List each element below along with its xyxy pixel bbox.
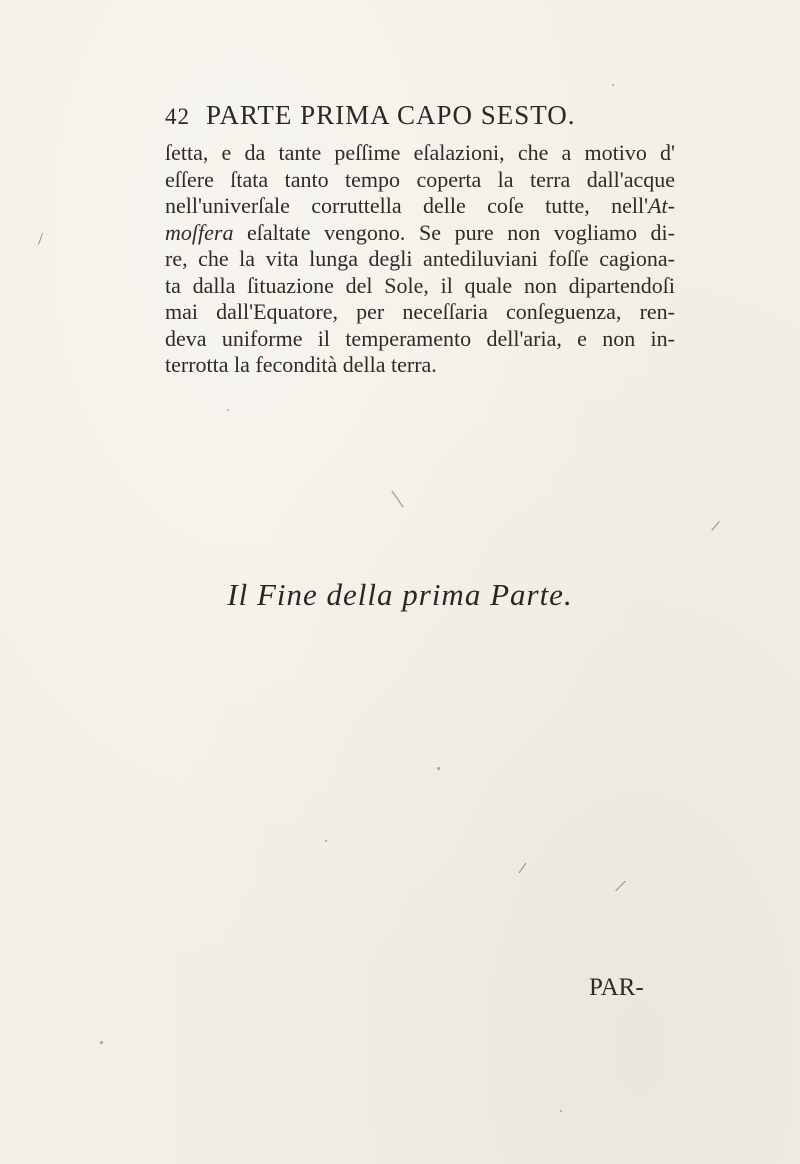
paper-speck — [437, 767, 440, 770]
page-number: 42 — [165, 104, 190, 129]
paper-speck — [560, 1110, 562, 1112]
text-line: nell'univerſale corruttella delle coſe tutte, nell'At- — [165, 193, 675, 218]
paper-mark — [391, 491, 403, 508]
italic-word: At- — [648, 193, 675, 218]
text-line: eſſere ſtata tanto tempo coperta la terra dall'acque — [165, 166, 675, 192]
paper-mark — [615, 881, 626, 892]
text-line: terrotta la fecondità della terra. — [165, 352, 437, 377]
text-line: ta dalla ſituazione del Sole, il quale non dipartendoſi — [165, 272, 675, 298]
catchword: PAR- — [589, 974, 644, 1001]
running-title: PARTE PRIMA CAPO SESTO. — [206, 100, 576, 130]
paper-speck — [612, 84, 614, 86]
text-line: ſetta, e da tante peſſime eſalazioni, che a motivo d' — [165, 140, 675, 165]
paper-speck — [227, 409, 229, 411]
text-line: moſfera eſaltate vengono. Se pure non vogliamo di- — [165, 219, 675, 245]
paper-speck — [325, 840, 327, 842]
text-line: deva uniforme il temperamento dell'aria, e non in- — [165, 325, 675, 351]
paper-speck — [100, 1041, 103, 1044]
paper-mark — [38, 233, 43, 245]
text-line: mai dall'Equatore, per neceſſaria conſeguenza, ren- — [165, 299, 675, 324]
running-head — [165, 100, 675, 131]
end-of-part-heading: Il Fine della prima Parte. — [227, 577, 573, 612]
text-line: re, che la vita lunga degli antediluviani foſſe cagiona- — [165, 246, 675, 271]
body-paragraph — [165, 140, 675, 379]
paper-mark — [711, 521, 719, 531]
italic-word: moſfera — [165, 219, 234, 245]
paper-mark — [519, 863, 527, 873]
